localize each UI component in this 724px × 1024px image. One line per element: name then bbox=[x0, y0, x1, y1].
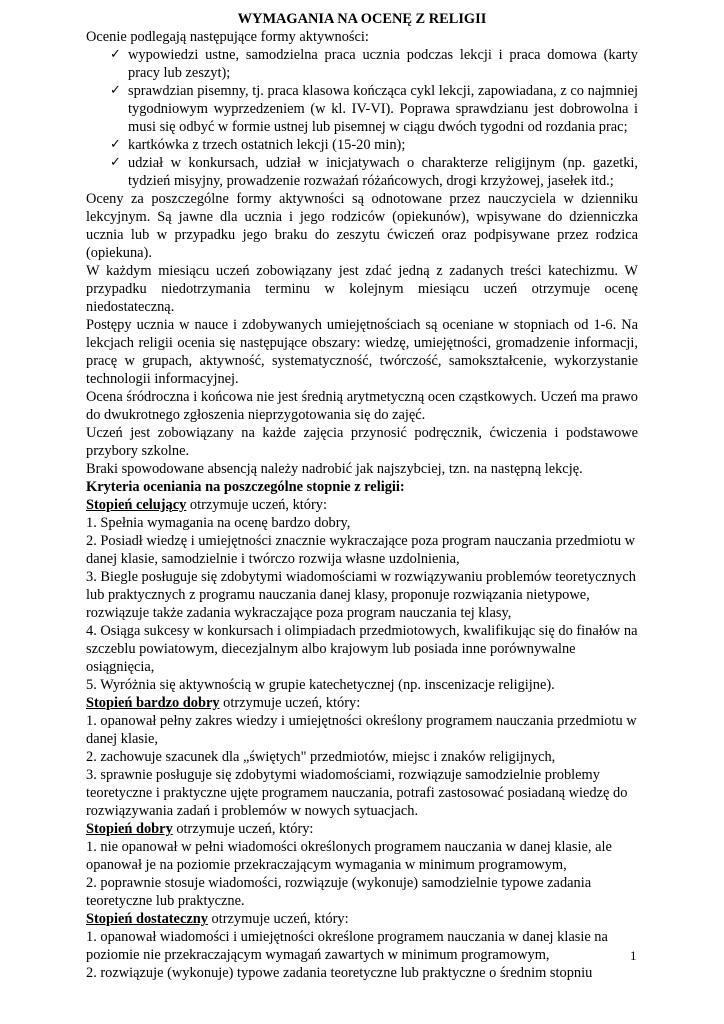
grade-item: 2. poprawnie stosuje wiadomości, rozwiązuje (wykonuje) samodzielnie typowe zadania teoretyczne lub praktyczne. bbox=[86, 875, 592, 909]
paragraph: Postępy ucznia w nauce i zdobywanych umiejętnościach są oceniane w stopniach od 1-6. Na lekcjach religii ocenia się następujące obszary: wiedzę, umiejętności, gromadzenie informacji, pracę w grupach, aktywność, systematyczność, twórczość, samokształcenie, wykorzystanie technologii informacyjnej. bbox=[86, 317, 638, 387]
checkmark-icon: ✓ bbox=[110, 47, 121, 62]
grade-item: 1. opanował wiadomości i umiejętności określone programem nauczania w danej klasie na poziomie nie przekraczającym wymagań zawartych w minimum programowym, bbox=[86, 929, 608, 963]
activities-list bbox=[86, 46, 638, 190]
grade-item: 4. Osiąga sukcesy w konkursach i olimpiadach przedmiotowych, kwalifikując się do finałów na szczeblu powiatowym, diecezjalnym albo krajowym lub posiada inne porównywalne osiągnięcia, bbox=[86, 623, 638, 675]
grade-item: 3. Biegle posługuje się zdobytymi wiadomościami w rozwiązywaniu problemów teoretycznych lub praktycznych z programu nauczania danej klasy, proponuje rozwiązania nietypowe, rozwiązuje także zadania wykraczające poza program nauczania tej klasy, bbox=[86, 569, 636, 621]
grade-item: 1. Spełnia wymagania na ocenę bardzo dobry, bbox=[86, 515, 351, 531]
grade-item: 5. Wyróżnia się aktywnością w grupie katechetycznej (np. inscenizacje religijne). bbox=[86, 677, 555, 693]
page-title: WYMAGANIA NA OCENĘ Z RELIGII bbox=[237, 11, 487, 27]
list-item: ✓ wypowiedzi ustne, samodzielna praca ucznia podczas lekcji i praca domowa (karty pracy lub zeszyt); bbox=[110, 47, 638, 81]
document-page bbox=[86, 10, 638, 982]
page-number: 1 bbox=[630, 948, 637, 963]
grade-item: 1. nie opanował w pełni wiadomości określonych programem nauczania w danej klasie, ale opanował je na poziomie przekraczającym wymagania w minimum programowym, bbox=[86, 839, 612, 873]
checkmark-icon: ✓ bbox=[110, 83, 121, 98]
grade-item: 2. Posiadł wiedzę i umiejętności znacznie wykraczające poza program nauczania przedmiotu w danej klasie, samodzielnie i twórczo rozwija własne uzdolnienia, bbox=[86, 533, 636, 567]
paragraph: Braki spowodowane absencją należy nadrobić jak najszybciej, tzn. na następną lekcję. bbox=[86, 461, 583, 477]
grade-item: 1. opanował pełny zakres wiedzy i umiejętności określony programem nauczania przedmiotu w danej klasie, bbox=[86, 713, 637, 747]
paragraph: W każdym miesiącu uczeń zobowiązany jest zdać jedną z zadanych treści katechizmu. W przypadku niedotrzymania terminu w kolejnym miesiącu uczeń otrzymuje ocenę niedostateczną. bbox=[86, 263, 638, 315]
list-item: ✓ udział w konkursach, udział w inicjatywach o charakterze religijnym (np. gazetki, tydzień misyjny, prowadzenie rozważań różańcowych, drogi krzyżowej, jasełek itd.; bbox=[110, 155, 638, 189]
grade-suffix: otrzymuje uczeń, który: bbox=[172, 821, 314, 837]
grade-heading bbox=[86, 694, 638, 712]
paragraph: Ocena śródroczna i końcowa nie jest średnią arytmetyczną ocen cząstkowych. Uczeń ma prawo do dwukrotnego zgłoszenia nieprzygotowania się do zajęć. bbox=[86, 389, 638, 423]
grade-name: Stopień dobry bbox=[86, 821, 173, 837]
grade-item: 3. sprawnie posługuje się zdobytymi wiadomościami, rozwiązuje samodzielnie problemy teoretyczne i praktyczne ujęte programem nauczania, potrafi zastosować posiadaną wiedzę do rozwiązywania zadań i problemów w nowych sytuacjach. bbox=[86, 767, 628, 819]
list-item: ✓ sprawdzian pisemny, tj. praca klasowa kończąca cykl lekcji, zapowiadana, z co najmniej tygodniowym wyprzedzeniem (w kl. IV-VI). Poprawa sprawdzianu jest dobrowolna i musi się odbyć w formie ustnej lub pisemnej w ciągu dwóch tygodni od rozdania prac; bbox=[110, 83, 638, 135]
checkmark-icon: ✓ bbox=[110, 137, 121, 152]
criteria-heading: Kryteria oceniania na poszczególne stopnie z religii: bbox=[86, 479, 405, 495]
intro-text: Ocenie podlegają następujące formy aktywności: bbox=[86, 29, 369, 45]
grade-name: Stopień celujący bbox=[86, 497, 187, 513]
paragraph: Uczeń jest zobowiązany na każde zajęcia przynosić podręcznik, ćwiczenia i podstawowe przybory szkolne. bbox=[86, 425, 638, 459]
list-item: ✓ kartkówka z trzech ostatnich lekcji (15-20 min); bbox=[110, 137, 406, 153]
grade-suffix: otrzymuje uczeń, który: bbox=[207, 911, 349, 927]
grade-item: 2. rozwiązuje (wykonuje) typowe zadania teoretyczne lub praktyczne o średnim stopniu bbox=[86, 965, 593, 981]
paragraph: Oceny za poszczególne formy aktywności są odnotowane przez nauczyciela w dzienniku lekcyjnym. Są jawne dla ucznia i jego rodziców (opiekunów), wpisywane do dzienniczka ucznia lub w przypadku jego braku do zeszytu ćwiczeń oraz podpisywane przez rodzica (opiekuna). bbox=[86, 191, 638, 261]
grade-item: 2. zachowuje szacunek dla „świętych" przedmiotów, miejsc i znaków religijnych, bbox=[86, 749, 556, 765]
grade-heading bbox=[86, 820, 638, 838]
checkmark-icon: ✓ bbox=[110, 155, 121, 170]
grade-heading bbox=[86, 496, 638, 514]
grade-name: Stopień dostateczny bbox=[86, 911, 208, 927]
grade-suffix: otrzymuje uczeń, który: bbox=[219, 695, 361, 711]
grade-suffix: otrzymuje uczeń, który: bbox=[186, 497, 327, 513]
grade-name: Stopień bardzo dobry bbox=[86, 695, 220, 711]
grade-heading bbox=[86, 910, 638, 928]
